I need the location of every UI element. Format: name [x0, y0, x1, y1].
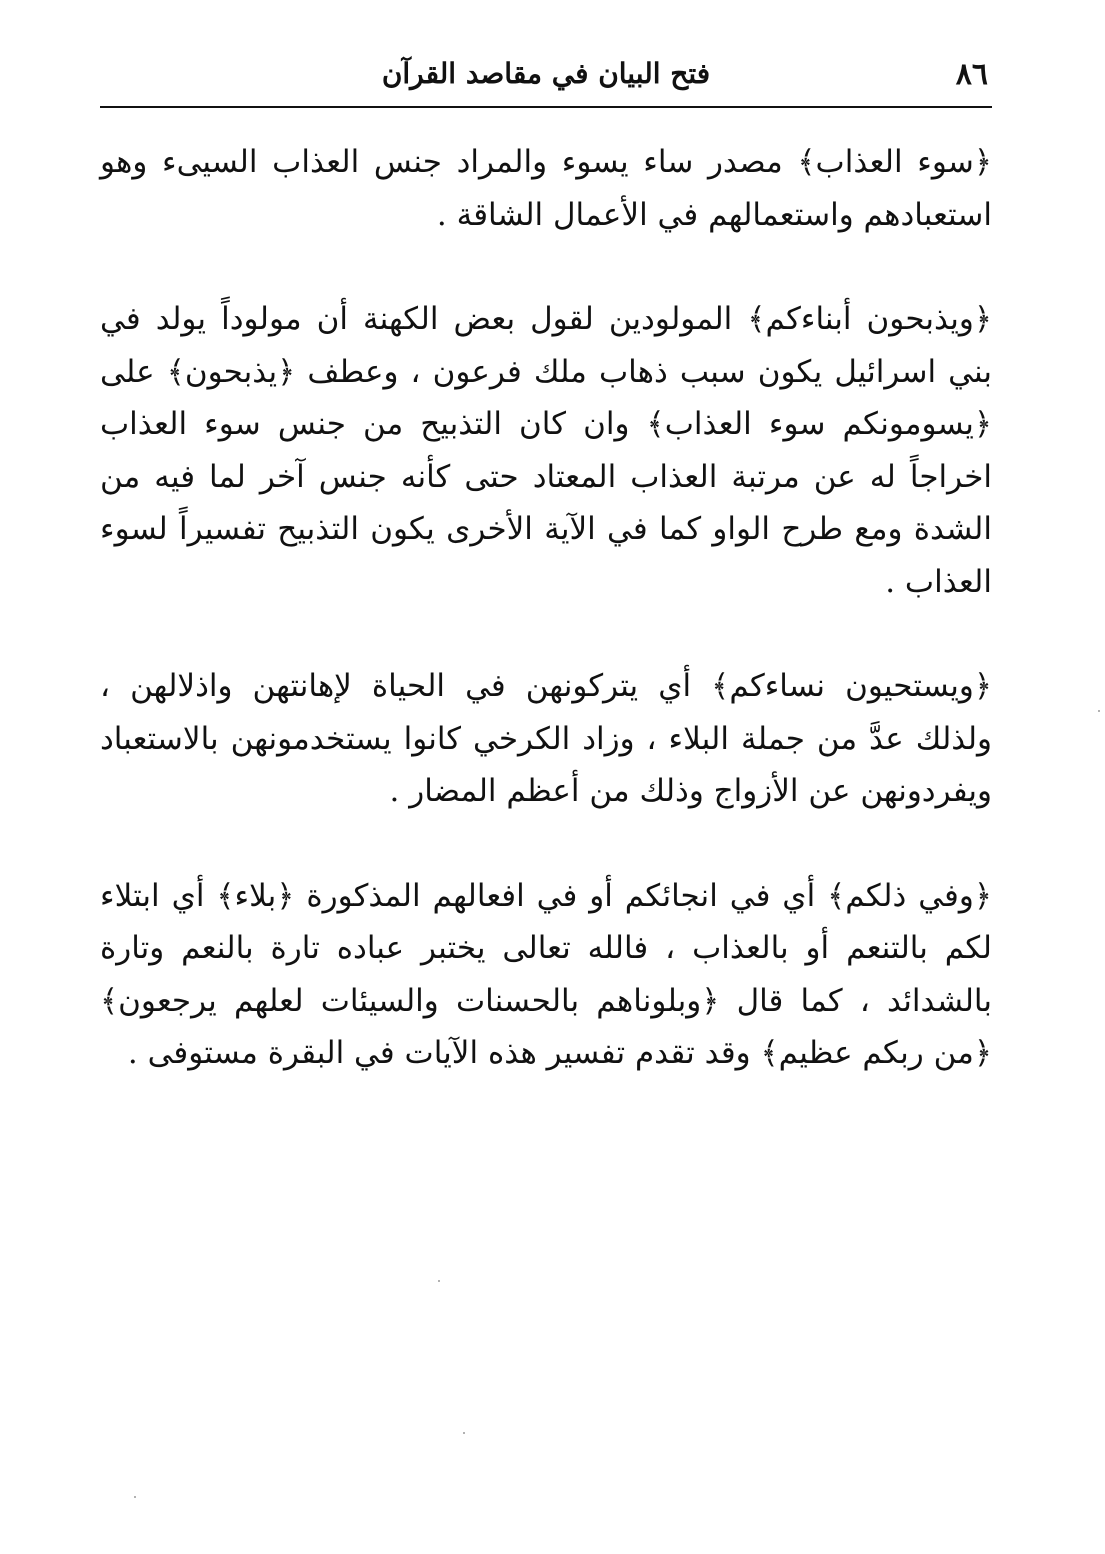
- scan-speck: [438, 1280, 440, 1282]
- scan-speck: [134, 1496, 136, 1498]
- scan-speck: [1098, 710, 1100, 712]
- page-header: [100, 55, 992, 105]
- paragraph-2: ﴿ويذبحون أبناءكم﴾ المولودين لقول بعض الكهنة أن مولوداً يولد في بني اسرائيل يكون سبب ذهاب ملك فرعون ، وعطف ﴿يذبحون﴾ على ﴿يسومونكم سوء العذاب﴾ وان كان التذبيح من جنس سوء العذاب اخراجاً له عن مرتبة العذاب المعتاد حتى كأنه جنس آخر لما فيه من الشدة ومع طرح الواو كما في الآية الأخرى يكون التذبيح تفسيراً لسوء العذاب .: [100, 301, 992, 600]
- running-title: فتح البيان في مقاصد القرآن: [381, 57, 711, 90]
- page-number: ٨٦: [955, 57, 988, 92]
- page-body: [100, 136, 992, 1080]
- paragraph-3: ﴿ويستحيون نساءكم﴾ أي يتركونهن في الحياة لإهانتهن واذلالهن ، ولذلك عدَّ من جملة البلاء ، وزاد الكرخي كانوا يستخدمونهن بالاستعباد ويفردونهن عن الأزواج وذلك من أعظم المضار .: [100, 668, 992, 809]
- header-divider: [100, 106, 992, 108]
- paragraph-4: ﴿وفي ذلكم﴾ أي في انجائكم أو في افعالهم المذكورة ﴿بلاء﴾ أي ابتلاء لكم بالتنعم أو بالعذاب ، فالله تعالى يختبر عباده تارة بالنعم وتارة بالشدائد ، كما قال ﴿وبلوناهم بالحسنات والسيئات لعلهم يرجعون﴾ ﴿من ربكم عظيم﴾ وقد تقدم تفسير هذه الآيات في البقرة مستوفى .: [100, 877, 992, 1071]
- paragraph-1: ﴿سوء العذاب﴾ مصدر ساء يسوء والمراد جنس العذاب السيىء وهو استعبادهم واستعمالهم في الأعمال الشاقة .: [100, 144, 992, 233]
- scan-speck: [463, 1432, 465, 1434]
